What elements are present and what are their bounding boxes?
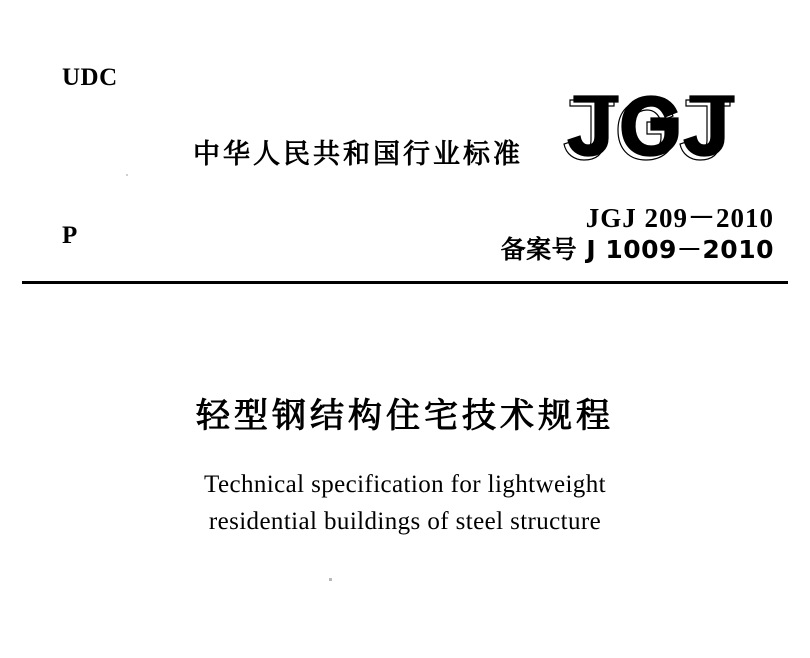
standard-code: JGJ 209－2010 xyxy=(585,203,774,233)
scan-speck xyxy=(329,578,332,581)
horizontal-divider xyxy=(22,281,788,284)
record-number: 备案号 J 1009－2010 xyxy=(500,235,774,264)
title-english-line-1: Technical specification for lightweight xyxy=(204,471,606,498)
title-english-line-2: residential buildings of steel structure xyxy=(208,508,602,535)
title-english xyxy=(0,466,810,540)
national-standard-line: 中华人民共和国行业标准 xyxy=(193,139,523,170)
scan-speck xyxy=(126,174,128,176)
jgj-logo xyxy=(562,92,774,164)
title-chinese: 轻型钢结构住宅技术规程 xyxy=(196,396,614,436)
udc-label: UDC xyxy=(62,64,118,91)
p-classification-label: P xyxy=(62,222,78,249)
